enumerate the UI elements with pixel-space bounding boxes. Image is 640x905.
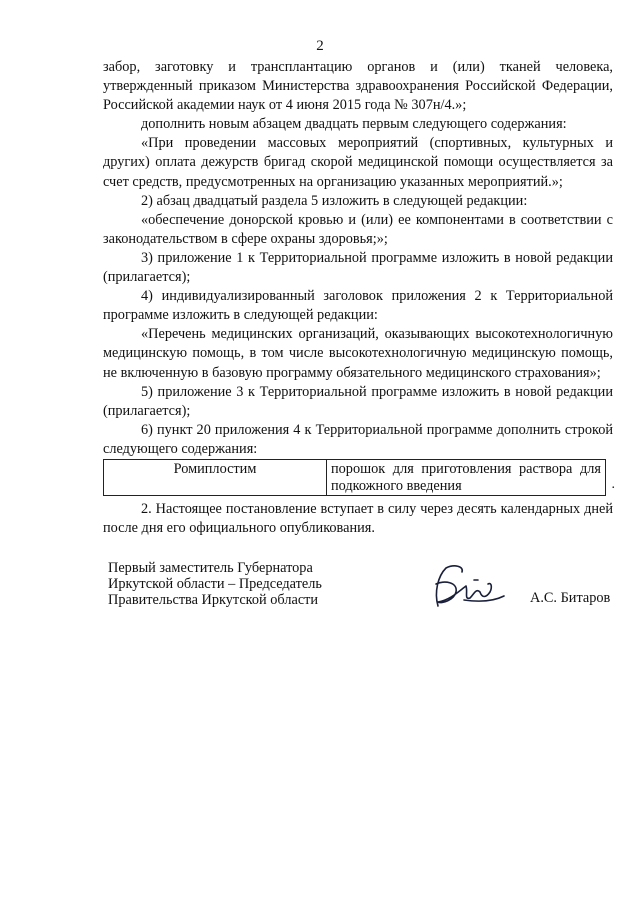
paragraph-item-6: 6) пункт 20 приложения 4 к Территориальной программе дополнить строкой следующего содержания:: [103, 421, 613, 457]
drug-table: [103, 459, 606, 496]
paragraph-new-text-blood: «обеспечение донорской кровью и (или) ее компонентами в соответствии с законодательством в сфере охраны здоровья;»;: [103, 211, 613, 247]
signatory-title-line: Правительства Иркутской области: [108, 592, 319, 608]
paragraph-item-4: 4) индивидуализированный заголовок приложения 2 к Территориальной программе изложить в следующей редакции:: [103, 288, 613, 324]
signatory-title-line: Первый заместитель Губернатора: [108, 560, 313, 576]
drug-table-wrapper: [103, 459, 613, 496]
signatory-name: А.С. Битаров: [530, 590, 611, 606]
page-number: 2: [316, 38, 324, 54]
paragraph-new-text-list: «Перечень медицинских организаций, оказывающих высокотехнологичную медицинскую помощь, в том числе высокотехнологичную медицинскую помощь, не включенную в базовую программу обязательного медицинского страхования»;: [103, 326, 613, 381]
paragraph-continuation: забор, заготовку и трансплантацию органов и (или) тканей человека, утвержденный приказом Министерства здравоохранения Российской Федерации, Российской академии наук от 4 июня 2015 года № 307н/4.»;: [103, 59, 613, 114]
table-row: [104, 459, 606, 495]
paragraph-amend-instruction: дополнить новым абзацем двадцать первым следующего содержания:: [141, 116, 567, 133]
drug-name-cell: Ромиплостим: [104, 459, 327, 495]
dosage-form-cell: порошок для приготовления раствора для подкожного введения: [327, 459, 606, 495]
document-body: [103, 58, 613, 538]
handwritten-signature: [428, 562, 508, 614]
table-end-mark: .: [611, 476, 615, 492]
signatory-title-line: Иркутской области – Председатель: [108, 576, 322, 592]
paragraph-item-5: 5) приложение 3 к Территориальной программе изложить в новой редакции (прилагается);: [103, 383, 613, 419]
paragraph-item-3: 3) приложение 1 к Территориальной программе изложить в новой редакции (прилагается);: [103, 249, 613, 286]
paragraph-new-text-events: «При проведении массовых мероприятий (спортивных, культурных и других) оплата дежурств бригад скорой медицинской помощи осуществляется за счет средств, предусмотренных на организацию указанных мероприятий.»;: [103, 135, 613, 190]
paragraph-item-2: 2) абзац двадцатый раздела 5 изложить в следующей редакции:: [141, 192, 528, 209]
paragraph-effective-date: 2. Настоящее постановление вступает в силу через десять календарных дней после дня его официального опубликования.: [103, 500, 613, 537]
signatory-title: [108, 560, 322, 608]
